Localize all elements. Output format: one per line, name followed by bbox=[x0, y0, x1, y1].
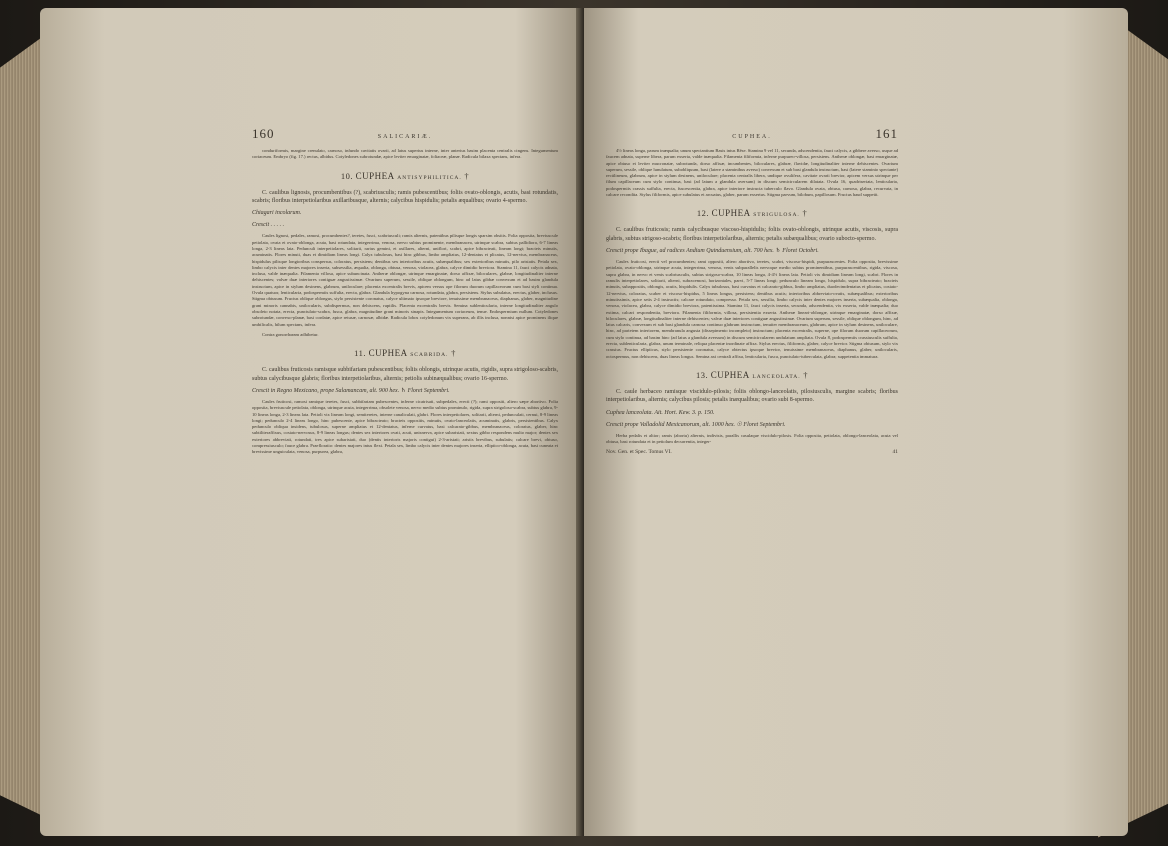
right-page bbox=[584, 8, 1128, 836]
species-heading bbox=[606, 370, 898, 380]
species-number: 13. bbox=[695, 369, 709, 380]
species-heading bbox=[252, 171, 558, 181]
dagger-mark: † bbox=[464, 170, 470, 181]
species-heading bbox=[606, 208, 898, 218]
species-note: Contra gonorrhœam adhibetur. bbox=[262, 331, 319, 337]
species-diagnosis: C. caulibus lignosis, procumbentibus (?), scabriusculis; ramis pubescentibus; foliis ovato-oblongis, acutis, basi rotundatis, scabris; floribus interpetiolaribus axillaribusque, alternis; calycibus hispidulis; petalis æqualibus; ovario 4-spermo. bbox=[252, 189, 558, 204]
species-epithet: ANTISYPHILITICA. bbox=[397, 174, 462, 181]
vernacular-name: Chiagari incolarum. bbox=[252, 210, 302, 217]
signature-number: 41 bbox=[892, 449, 898, 456]
intro-paragraph: conduriformis, margine crenulato, carnoso, infundo cavitatis ovarii, ad latus superius interne, inter anterius basim placenta centralis cingens. Integumentum coriaceum. Embryo (fig. 17.) rectus, albidus. Cotyledones subrotundæ, apice leviter emarginatæ, foliaceæ, planæ. Radicula bilaxa spectans, infera. bbox=[252, 148, 558, 160]
species-description: Herba pedalis et altior; ramis (abortu) alternis, indivisis, parallis casulaque viscidulo-pilosis. Folia opposita, petiolata, oblongo-lanceolata, acuta vel obtusa, basi rotundata et in petiolum decurrentia, integer- bbox=[606, 432, 898, 445]
species-diagnosis: C. caule herbaceo ramisque viscidulo-pilosis; foliis oblongo-lanceolatis, pilosiusculis, margine scabris; floribus interpetiolaribus, alternis; calycibus pilosis; petalis inæqualibus; ovario subi 8-spermo. bbox=[606, 388, 898, 404]
species-epithet: STRIGULOSA. bbox=[753, 212, 800, 219]
species-diagnosis: C. caulibus fruticosis ramisque subbifariam pubescentibus; foliis oblongis, utrinque acutis, rigidis, supra strigoloso-scabris, subtus calycibusque glabris; floribus interpetiolaribus, alternis; petiolis subinæqualibus; ovario 16-spermo. bbox=[252, 367, 558, 382]
species-locality: Crescit prope Valladolid Mexicanorum, alt. 1000 hex. ☉ Floret Septembri. bbox=[606, 421, 786, 428]
species-description: Caules fruticosi, erecti vel procumbentes; rami oppositi, altero abortivo, teretes, scabri, viscoso-hispidi, purpurascentes. Folia opposita, brevissime petiolata, ovato-oblonga, utrinque acuta, integerrima, venosa, venis subparallelis nervoque medio subtus prominentibus, purpurascentibus, rigida, viscosa, supra glabra, in nervo et venis scabriusculis, subtus strigoso-scabra, 10 lineas longa, 4-4½ lineas lata. Petioli vix dimidiam lineam longi, scabri. Flores in ramulis interpetiolares, solitarii, alterni, subracemosi, horizontales, parvi, 5-7 lineas longi; pedunculo lineam longo, hispidulo, supra bibracteato; bracteis minutis, subappositis, oblongis, acutis, hispidulis. Calyx tubulosus, basi curvatus et calcarato-gibbus, limbo ampliatus, duodecimdentatus et plicatus, costato-12-nervius, coloratus, scaber et viscoso-hispidus, 5 lineas longus, persistens; dentibus acutis; interioribus abbreviato-ovatis, subæqualibus; exterioribus minutissimis, apice setis 2-4 instructis; calcare rotundato, compresso. Petala sex, sessilia, limbo calycis inter dentes majores inserta, subæqualia, oblonga, venosa, violacea, glabra, calyce dimidio breviora, patentissima. Stamina 11, fauci calycis inserta, secunda, adscendentia, vix exserta, valde inæqualia; duo extima, calcari respondentia, breviora. Filamenta filiformia, villosa, persistentia exserta. Antheræ lineari-oblongæ, utrinque emarginatæ, dorso affixæ, biloculares, glabræ, longitudinaliter interne dehiscentes; valvæ duæ interiores contiguæ angustissimæ. Ovarium superum, sessile, oblique oblongum, hinc, ad latus calcaris, convexum et sub basi glandula carnosa continuo glabrum instructum, tenuiter membranaceum, glabrum, apice in stylum desinens, uniloculare, hinc, ad parietem interiorem, membranula angusta (dissepimento incompleto) instructum; placenta excentralis, superne, ope filorum duorum capillaceorum, cum stylo continua, ad basim hinc (ad latus a glandula aversum) in discum semicircularem undulatum ampliata. Ovula 8, podospermiis crassiusculis suffulta, erecta, sublenticularia, glabra, unum terminale, reliqua placentæ inordinate affixa. Stylus erectus, filiformis, glaber, calyce brevior. Stigma obtusum, stylo vix crassius. Fructus ellipticus, stylo persistente coronatus, calyce obtectus ipsoque brevior, tenuissime membranaceus, diaphanus, glaber, unilocularis, octospermus, non dehiscens, duas lineas longus. Semina axi centrali affixa, lenticularia, fusca, punctulato-tuberculata, glabra; suppetentia immatura. bbox=[606, 259, 898, 359]
genus-name: CUPHEA bbox=[355, 170, 395, 181]
signature-line: Nov. Gen. et Spec. Tomus VI. bbox=[606, 449, 672, 456]
species-locality: Crescit in Regno Mexicano, prope Salamancam, alt. 900 hex. ♄ Floret Septembri. bbox=[252, 387, 450, 394]
page-number: 160 bbox=[252, 126, 275, 141]
page-number: 161 bbox=[875, 126, 898, 141]
right-running-head bbox=[606, 126, 898, 142]
running-title: SALICARIÆ. bbox=[377, 134, 433, 140]
species-locality: Crescit prope Ibague, ad radices Andium Quinduensium, alt. 700 hex. ♄ Floret Octobri. bbox=[606, 248, 819, 255]
page-footer bbox=[606, 449, 898, 455]
left-running-head bbox=[252, 126, 558, 142]
species-locality: Crescit . . . . . bbox=[252, 222, 285, 229]
species-diagnosis: C. caulibus fruticosis; ramis calycibusque viscoso-hispidulis; foliis ovato-oblongis, utrinque acutis, viscosis, supra glabris, subtus strigoso-scabris; floribus interpetiolaribus, alternis; petalis subæqualibus; ovario subocto-spermo. bbox=[606, 227, 898, 242]
dagger-mark: † bbox=[451, 348, 456, 359]
species-synonym: Cuphea lanceolata. Ait. Hort. Kew. 3. p. 150. bbox=[606, 409, 715, 416]
genus-name: CUPHEA bbox=[711, 208, 751, 219]
genus-name: CUPHEA bbox=[710, 369, 750, 380]
dagger-mark: † bbox=[803, 369, 809, 380]
species-number: 12. bbox=[696, 208, 709, 219]
dagger-mark: † bbox=[802, 208, 808, 219]
species-epithet: SCABRIDA. bbox=[410, 352, 449, 359]
species-number: 10. bbox=[340, 170, 354, 181]
running-title: CUPHEA. bbox=[732, 134, 772, 140]
species-heading bbox=[252, 348, 558, 358]
species-description: Caules lignosi, pedales, ramosi, procumbentes?, teretes, fusci, scabriusculi; ramis alternis, patentibus pilisque longis sparsim obsitis. Folia opposita, breviuscule petiolata, ovata et ovato-oblonga, acuta, basi rotundata, integerrima, venosa, nervo subtus prominente, membranacea, utrinque scabra, subtus pallidiora, 6-7 lineas longa, 2-3 lineas lata. Pedunculi interpetiolares, solitarii, rarius gemini, et axillares, alterni, uniflori, scabri, apice bibracteati, lineam longi; bracteis minutis, acuminatis. Flores minuti, duas et dimidiam lineas longi. Calyx tubulosus, basi hinc gibbus, limbo ampliatus, 12-dentatus et plicatus, 12-nervius, membranaceus, hispidulus pilisque longioribus conspersus, coloratus, persistens; dentibus sex interioribus acutis, subæqualibus; sex exterioribus minutis, pilo aristatis. Petala sex, limbo calycis inter dentes majores inserta, subsessilia, æqualia, oblonga, obtusa, venosa, violacea, glabra, calyce dimidio breviora. Stamina 11, fauci calycis adnata, inclusa, valde inæqualia. Filamenta villosa, apice subuncinata. Antheræ oblongæ, utrinque emarginatæ, dorso affixæ, biloculares, glabræ, longitudinaliter interne dehiscentes; valvæ duæ interiores contiguæ angustissimæ. Ovarium superum, sessile, oblique oblongum, hinc ad latus gibbæ convexum et ad basim glandula instructum, apice in stylum desinens, glabrum, uniloculare; placenta excentralis brevis, apicem versus ope filorum duorum capillaceorum cum basi styli continua. Ovula quatuor, lenticularia, podospermiis suffulta, erecta, glabra. Glandula hypogyna carnosa, rotundata, glabra, persistens. Stylus subulatus, erectus, glaber, inclusus. Stigma obtusum. Fructus oblique oblongus, stylo persistente coronatus, calyce ultimato ipsoque breviore, tenuissime membranaceus, diaphanus, glaber, magnitudine grani minoris cannabis, unilocularis, subdispermus, non dehiscens, ruptilis. Placenta excentralis brevis. Semina sublenticularia, interne longitudinaliter angulo obsoleto notata, erecta, punctulato-scabra, fusca, glabra, magnitudine grani minoris sinapis. Integumentum coriaceum, tenue. Endospermium nullum. Cotyledones subrotundæ, convexo-planæ, basi cordatæ, apice retusæ, carnosæ, albidæ. Radicula lobos cotyledonum vix superans, ab illis inclusa, nonnisi apice prominens ilique umbilicalis, hilum spectans, infera. bbox=[252, 233, 558, 327]
genus-name: CUPHEA bbox=[368, 348, 408, 359]
left-page bbox=[40, 8, 580, 836]
species-epithet: LANCEOLATA. bbox=[752, 373, 801, 380]
species-number: 11. bbox=[354, 348, 366, 359]
intro-paragraph: 4½ lineas longa, parum inæqualia; unum spectantium Basis intus Rēse. Stamina 9 vel 11, secunda, adscendentia, fauci calycis, a gibbere averso, usque ad faucem adnata, superne libera, parum exserta, valde inæqualia. Filamenta filiformia, inferne purpureo-villosa, persistens. Antheræ oblongæ, basi emarginatæ, apice obtuso et leviter mucronatæ, subrotunda, dorso affixæ, incumbentes, biloculares, glabræ, flavidæ, longitudinaliter interne dehiscentes. Ovarium superum, sessile, oblique lunulatum, subobliquum, basi (latere a staminibus averso) convexum et sub basi glandula instructum, basi (latere staminio spectante) rectilineum, glabrum, apice in stylum desinens, uniloculare; placenta centralis libera, undique ovulifera, cavitate ovarii brevior, apicem versus utrinque per filum capillaceum cum stylo continua, basi (ad latum a glandula aversum) in discum semicircularem dilatata. Ovula 16, quadriseriata, lenticularia, podospermiis crassis suffulta, erecta, fuscescentia, glabra, apice interiore instructa tuberculo flavo. Glandula ovata, obtusa, carnosa, glabra, recurvata, in calcare recondita. Stylus filiformis, apice subulatus et arcuatus, glaber, parum exsertus. Stigma parvum, bilobum, papillosum. Fructus haud suppetit. bbox=[606, 148, 899, 198]
species-description: Caules fruticosi, ramosi ramique teretes, fusci, subbifariam pubescentes, inferne cicatrisati, subpedales, erecti (?); rami oppositi, altero sæpe abortivo. Folia opposita, breviuscule petiolata, oblonga, utrinque acuta, integerrima, obsolete venosa, nervo medio subtus prominulo, rigida, supra strigoloso-scabra, subtus glabra, 9-10 lineas longa, 2-3 lineas lata. Petioli vix lineam longi, semiteretes, interne canaliculati, glabri. Flores interpetiolares, solitarii, alterni, pedunculati, cernui, 8-9 lineas longi; pedunculo 2-4 lineas longo, hinc pubescente, apice bibracteato; bracteis oppositis, minutis, ovato-lanceolatis, acuminatis, glabris, persistentibus. Calyx pedunculo obliqua insidens, tubulosus, superne ampliatus et 12-dentatus, inferne curvatus, basi calcarato-gibbus, membranaceus, coloratus, glaber, hinc subtiliteraffixus, costato-nervosus, 8-9 lineas longus; dentes sex interiores ovati, acuti, unisnerva, apice subaristati, sextus gibbo respondens multo major; dentes sex exteriores abbreviati, rotundati, tres apice subaristati, duo (dentis interioris majoris contigui) 2-3-aristati; aristis brevibus, subulatis; calcare brevi, obtuso, compressiusculo; fauce glabra. Praefloratio: dentes majores intus flexi. Petala sex, limbo calycis inter dentes majores inserta, elliptico-oblonga, acuta, basi cuneata et brevissime unguiculata, venosa, purpurea, glabra, bbox=[252, 398, 558, 455]
